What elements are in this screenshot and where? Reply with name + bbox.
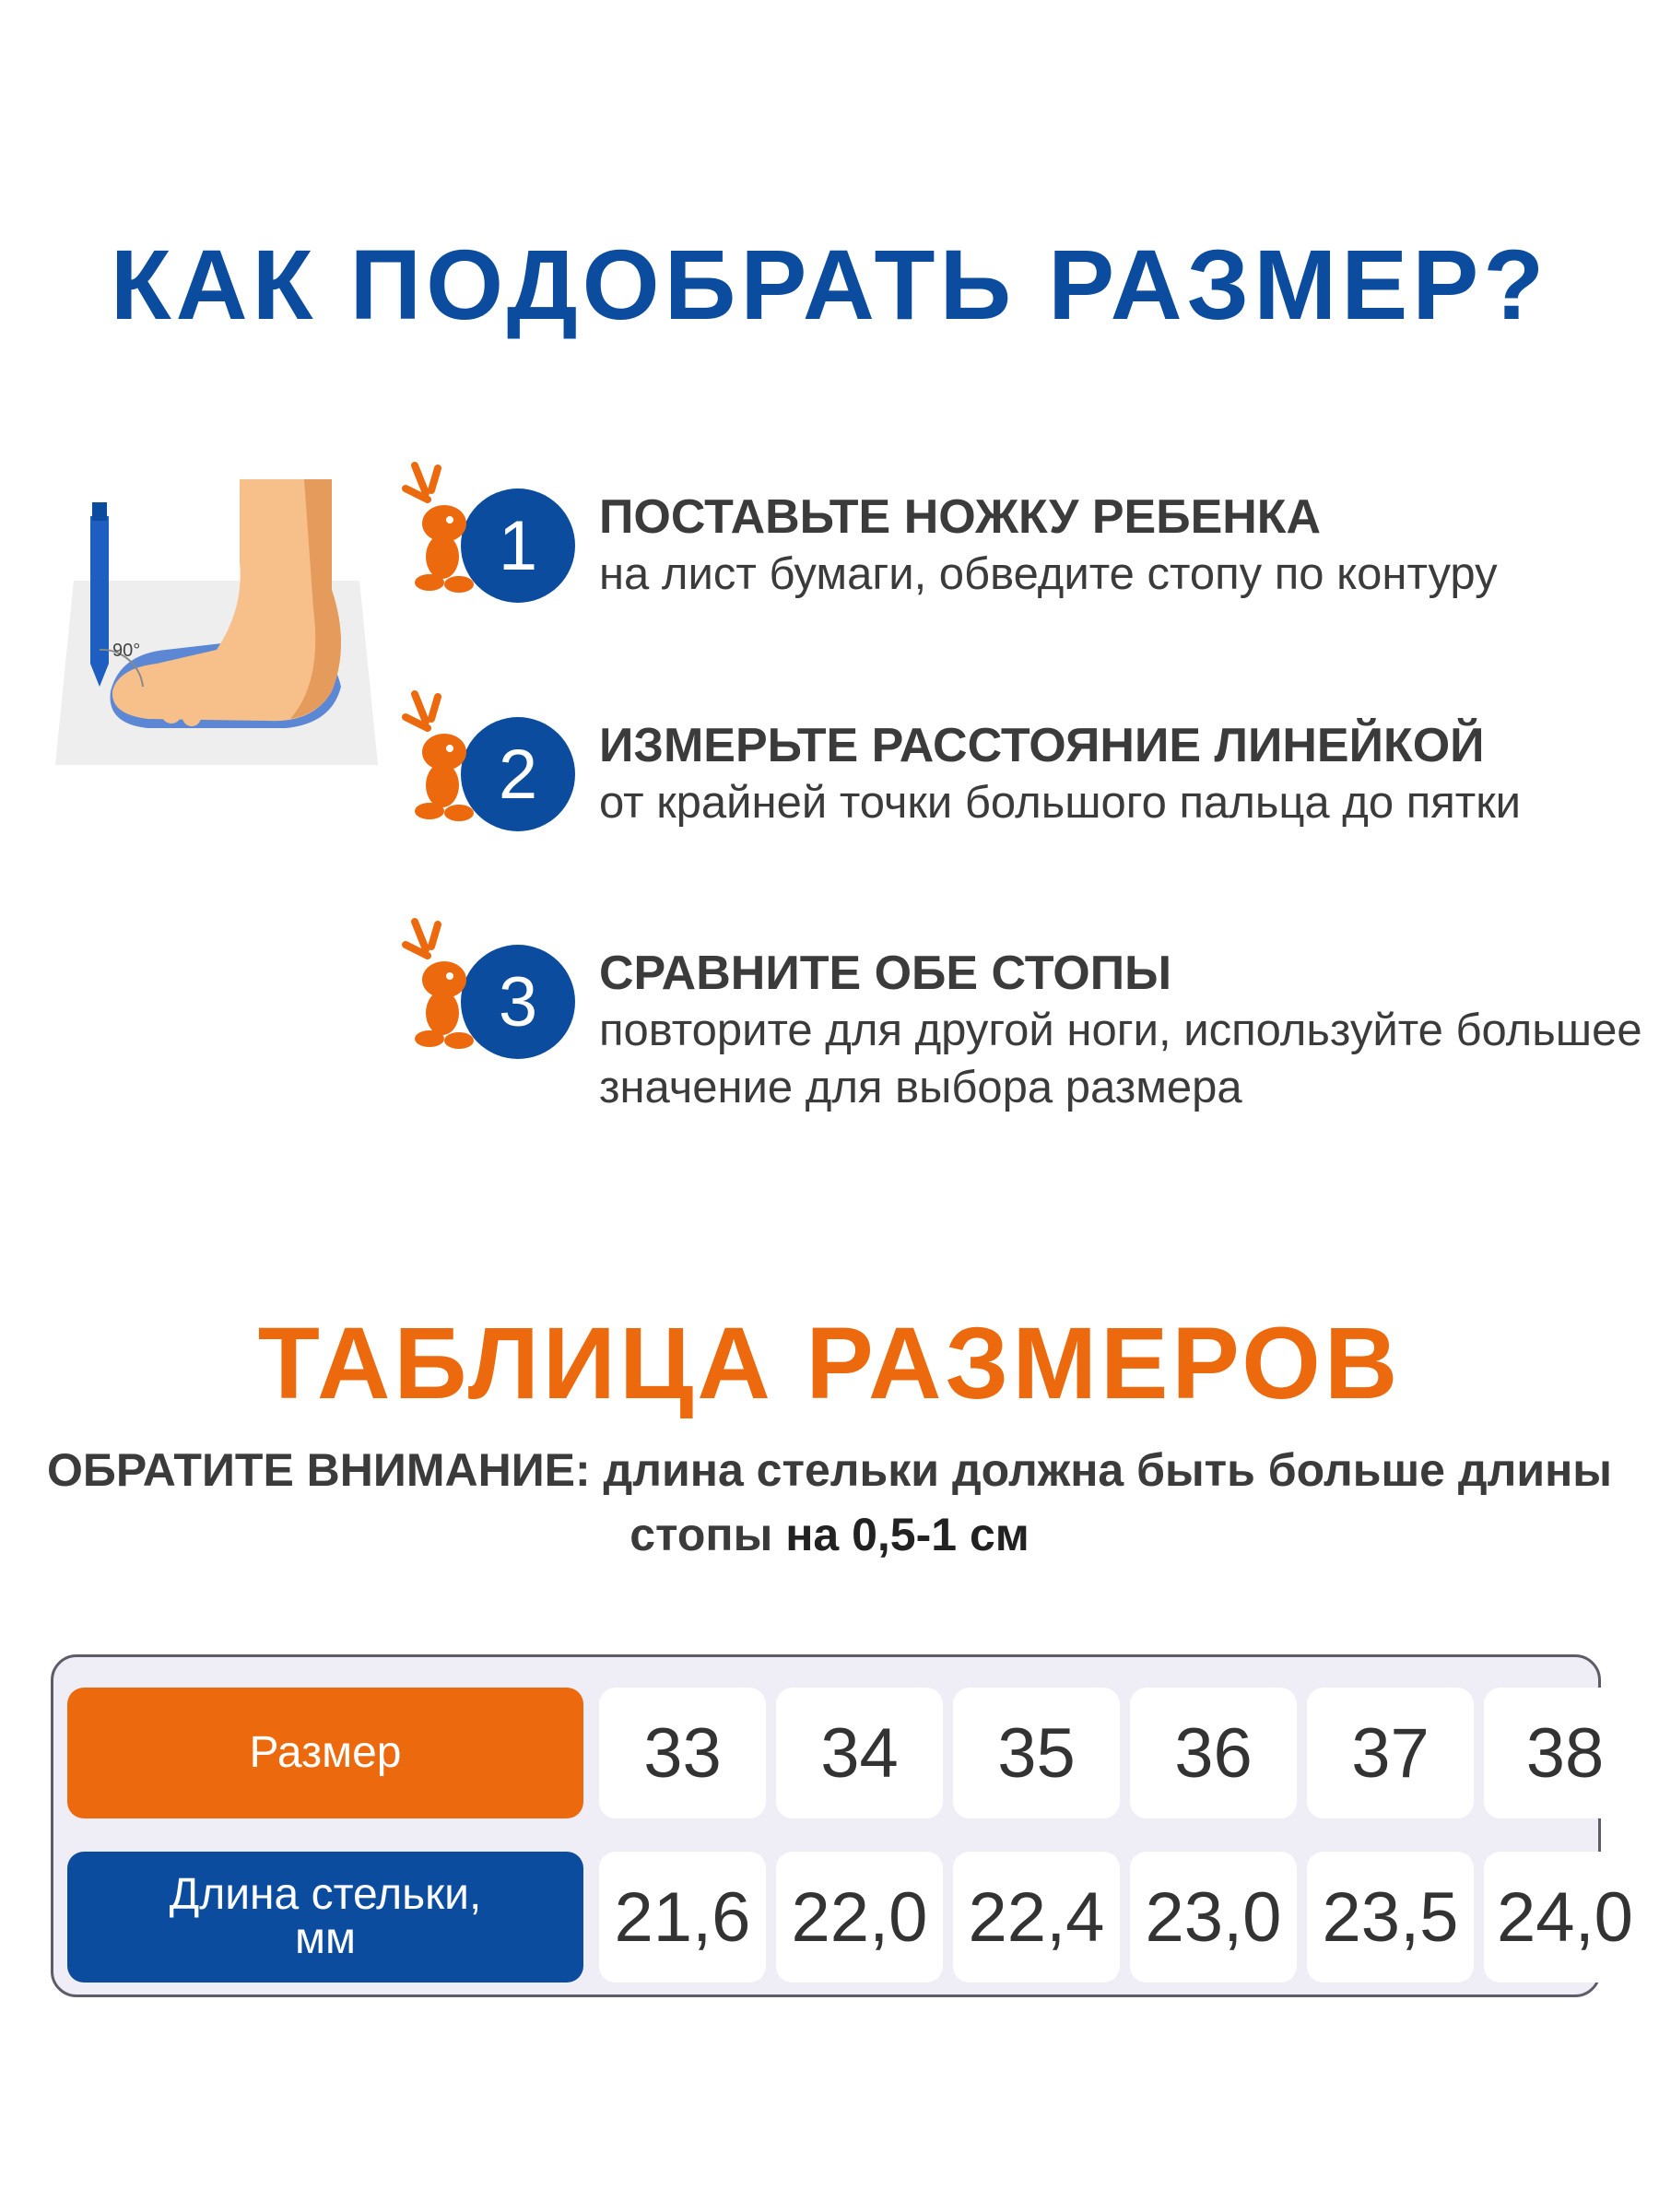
size-cell: 37 [1307, 1688, 1474, 1818]
svg-text:1: 1 [498, 507, 538, 585]
length-cell: 24,0 [1484, 1852, 1646, 1983]
size-cell: 34 [776, 1688, 943, 1818]
step-heading: ПОСТАВЬТЕ НОЖКУ РЕБЕНКА [599, 490, 1322, 544]
step-3 [396, 917, 1650, 1120]
insole-length-label-line2: мм [294, 1914, 356, 1963]
svg-text:2: 2 [498, 735, 538, 814]
size-cell: 36 [1130, 1688, 1297, 1818]
step-body: от крайней точки большого пальца до пятки [599, 778, 1522, 828]
deer-mascot-icon [396, 917, 581, 1065]
size-row-label: Размер [67, 1688, 583, 1818]
step-heading: СРАВНИТЕ ОБЕ СТОПЫ [599, 947, 1172, 1000]
notice-bold-suffix: на 0,5-1 см [785, 1509, 1030, 1560]
foot-with-pen-icon [55, 461, 387, 783]
svg-text:90°: 90° [112, 641, 141, 661]
size-notice [0, 1438, 1659, 1567]
step-1 [396, 461, 1650, 664]
length-cell: 23,0 [1130, 1852, 1297, 1983]
svg-text:3: 3 [498, 963, 538, 1041]
size-cell: 35 [953, 1688, 1120, 1818]
size-table [51, 1654, 1633, 1997]
step-2 [396, 689, 1650, 892]
size-cell: 33 [599, 1688, 766, 1818]
deer-mascot-icon [396, 461, 581, 608]
step-body: повторите для другой ноги, используйте большее значение для выбора размера [599, 1006, 1642, 1112]
step-body: на лист бумаги, обведите стопу по контуру [599, 549, 1498, 599]
length-cell: 22,0 [776, 1852, 943, 1983]
insole-length-label-line1: Длина стельки, [169, 1870, 482, 1919]
length-cell: 21,6 [599, 1852, 766, 1983]
notice-bold-prefix: ОБРАТИТЕ ВНИМАНИЕ: [47, 1444, 591, 1496]
page-title: КАК ПОДОБРАТЬ РАЗМЕР? [110, 229, 1549, 340]
size-cell: 38 [1484, 1688, 1646, 1818]
insole-length-row-label [67, 1852, 583, 1983]
deer-mascot-icon [396, 689, 581, 837]
length-cell: 23,5 [1307, 1852, 1474, 1983]
notice-text: длина стельки должна быть больше длины стопы [603, 1444, 1612, 1560]
length-cell: 22,4 [953, 1852, 1120, 1983]
size-table-title: ТАБЛИЦА РАЗМЕРОВ [257, 1307, 1402, 1420]
step-heading: ИЗМЕРЬТЕ РАССТОЯНИЕ ЛИНЕЙКОЙ [599, 719, 1485, 772]
